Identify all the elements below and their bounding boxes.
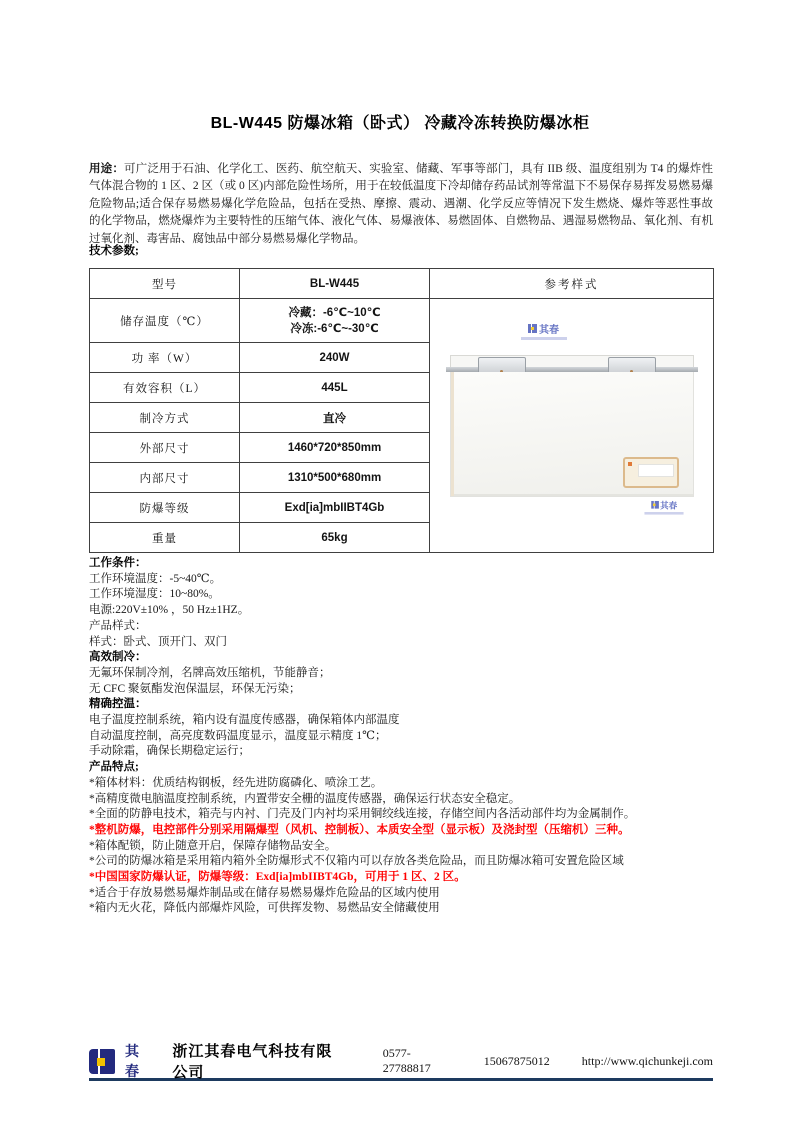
website-url: http://www.qichunkeji.com: [581, 1053, 713, 1068]
feature-line: *高精度微电脑温度控制系统，内置带安全栅的温度传感器，确保运行状态安全稳定。: [89, 792, 521, 805]
spec-value: 直冷: [240, 403, 430, 433]
freezer-illustration: [450, 355, 694, 497]
usage-paragraph: [89, 161, 713, 248]
spec-value: 240W: [240, 343, 430, 373]
temp-control-line: 自动温度控制，高亮度数码温度显示，温度显示精度 1℃；: [89, 729, 387, 742]
freezer-body: [450, 372, 694, 497]
feature-line: *全面的防静电技术，箱壳与内衬、门壳及门内衬均采用铜绞线连接，存储空间内各活动部件均为金属制作。: [89, 808, 636, 821]
company-logo-icon: [89, 1048, 119, 1075]
usage-label: 用途：: [89, 163, 125, 175]
page-title: BL-W445 防爆冰箱（卧式） 冷藏冷冻转换防爆冰柜: [210, 115, 590, 132]
conditions-heading: 工作条件：: [89, 557, 147, 569]
spec-label: 有效容积（L）: [90, 373, 240, 403]
spec-label: 防爆等级: [90, 493, 240, 523]
spec-label: 制冷方式: [90, 403, 240, 433]
spec-value: 445L: [240, 373, 430, 403]
control-panel-display: [638, 464, 674, 477]
feature-line: *适合于存放易燃易爆炸制品或在储存易燃易爆炸危险品的区域内使用: [89, 886, 440, 899]
brand-watermark: [644, 498, 683, 514]
spec-value: 65kg: [240, 523, 430, 553]
spec-label: 重量: [90, 523, 240, 553]
feature-line: *公司的防爆冰箱是采用箱内箱外全防爆形式不仅箱内可以存放各类危险品，而且防爆冰箱可安置危险区域: [89, 855, 624, 868]
footer: [89, 1044, 713, 1081]
features-heading: 产品特点;: [89, 761, 139, 774]
brand-watermark: [521, 321, 567, 340]
brand-logo-icon: [651, 501, 659, 509]
spec-value: 1310*500*680mm: [240, 463, 430, 493]
watermark-tagline: [521, 337, 567, 340]
detail-sections: [89, 556, 713, 917]
cooling-line: 无氟环保制冷剂，名牌高效压缩机，节能静音；: [89, 666, 331, 679]
freezer-control-panel: [623, 457, 679, 488]
condition-line: 电源:220V±10% ，50 Hz±1HZ。: [89, 604, 250, 617]
feature-line: *箱内无火花，降低内部爆炸风险，可供挥发物、易燃品安全储藏使用: [89, 902, 440, 915]
tech-params-heading: 技术参数;: [89, 245, 139, 257]
feature-line-highlighted: *整机防爆，电控部件分别采用隔爆型（风机、控制板）、本质安全型（显示板）及浇封型（压缩机）三种。: [89, 823, 630, 836]
spec-value: BL-W445: [240, 269, 430, 299]
spec-label: 型号: [90, 269, 240, 299]
table-row: [90, 299, 714, 343]
watermark-tagline: [644, 512, 683, 515]
phone-number: 0577-27788817: [382, 1046, 431, 1075]
feature-line: *箱体配锁，防止随意开启，保障存储物品安全。: [89, 839, 337, 852]
mobile-number: 15067875012: [483, 1053, 550, 1068]
temp-control-heading: 精确控温：: [89, 698, 147, 711]
reference-sample-header: 参考样式: [430, 269, 714, 299]
cooling-line: 无 CFC 聚氨酯发泡保温层，环保无污染；: [89, 682, 301, 695]
product-photo: [430, 299, 713, 552]
reference-photo-cell: [430, 299, 714, 553]
control-panel-indicator: [628, 462, 632, 466]
spec-label: 储存温度（℃）: [90, 299, 240, 343]
brand-watermark-text: 其春: [539, 325, 560, 336]
spec-label: 外部尺寸: [90, 433, 240, 463]
company-logo-text: 其春: [125, 1043, 139, 1079]
company-name: 浙江其春电气科技有限公司: [172, 1043, 333, 1081]
spec-label: 功 率（W）: [90, 343, 240, 373]
feature-line-highlighted: *中国国家防爆认证，防爆等级：Exd[ia]mbIIBT4Gb，可用于 1 区、2 区。: [89, 871, 466, 884]
temp-range-cold: 冷藏：-6℃~10℃: [288, 306, 381, 319]
temp-control-line: 手动除霜，确保长期稳定运行；: [89, 745, 250, 758]
temp-control-line: 电子温度控制系统，箱内设有温度传感器，确保箱体内部温度: [89, 714, 400, 727]
usage-text: 可广泛用于石油、化学化工、医药、航空航天、实验室、储藏、军事等部门，具有 IIB 级、温度组别为 T4 的爆炸性气体混合物的 1 区、2 区（或 0 区)内部危险性场所，用于在较低温度下冷却储存药品试剂等常温下不易保存易挥发易燃易爆危险物品;适合保存易燃易爆化学危险品，包括在受热、摩擦、震动、遇潮、化学反应等情况下发生燃烧、爆炸等恶性事故的化学物品，燃烧爆炸为主要特性的压缩气体、液化气体、易爆液体、易燃固体、自燃物品、遇湿易燃物品、氧化剂、有机过氧化剂、毒害品、腐蚀品中部分易燃易爆化学物品。: [89, 163, 713, 245]
temp-range-freeze: 冷冻:-6℃~-30℃: [290, 322, 379, 335]
spec-value: [240, 299, 430, 343]
feature-line: *箱体材料：优质结构钢板，经先进防腐磷化、喷涂工艺。: [89, 776, 383, 789]
brand-watermark-text: 其春: [660, 501, 678, 512]
condition-line: 样式：卧式、顶开门、双门: [89, 635, 227, 648]
cooling-heading: 高效制冷：: [89, 651, 147, 664]
spec-label: 内部尺寸: [90, 463, 240, 493]
brand-logo-icon: [528, 324, 537, 333]
spec-table: [89, 268, 714, 553]
condition-line: 工作环境温度：-5~40℃。: [89, 572, 222, 585]
condition-line: 产品样式：: [89, 619, 147, 632]
spec-value: Exd[ia]mbIIBT4Gb: [240, 493, 430, 523]
table-row: [90, 269, 714, 299]
spec-value: 1460*720*850mm: [240, 433, 430, 463]
condition-line: 工作环境湿度：10~80%。: [89, 588, 220, 601]
